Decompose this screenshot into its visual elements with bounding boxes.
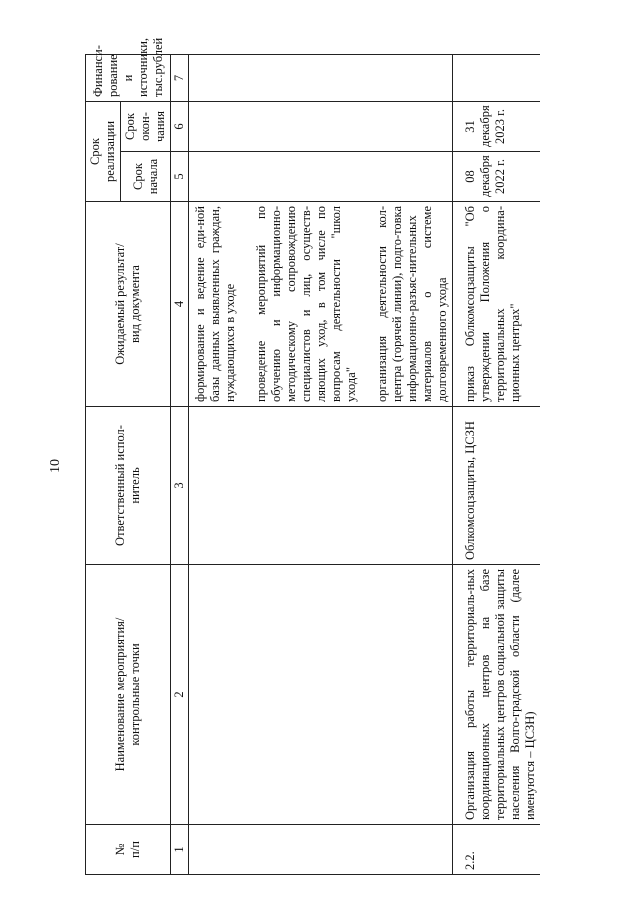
result-item: организация деятельности кол-центра (горячей линии), подго-товка информационно-разъяс-нительных материалов о системе долговременного ухода [375,206,449,402]
action-plan-table [85,37,540,875]
header-implementation-period: Срок реализации [86,101,121,201]
row-expected-result: приказ Облкомсоцзащиты "Об утверждении Положения о территориальных координа-ционных центрах" [453,202,541,407]
result-item: проведение мероприятий по обучению и информационно-методическому сопровождению специалистов и лиц, осуществ-ляющих уход, в том числе по вопросам деятельности "школ ухода" [254,206,358,402]
row-end-date: 31 декабря 2023 г. [453,101,541,151]
column-number: 2 [171,565,189,825]
page-number: 10 [48,459,63,473]
row-expected-results [189,202,453,407]
row-name-empty [189,565,453,825]
row-end-empty [189,101,453,151]
table-row [189,54,453,874]
header-end-date: Срок окон- чания [121,101,171,151]
row-number-empty [189,825,453,875]
table-row [453,54,541,874]
column-number: 5 [171,152,189,202]
header-funding: Финанси- рование и источники, тыс.рублей [86,54,171,101]
header-expected-result: Ожидаемый результат/ вид документа [86,202,171,407]
row-executor: Облкомсоцзащиты, ЦСЗН [453,407,541,565]
header-number: № п/п [86,825,171,875]
column-number: 7 [171,54,189,101]
header-start-date: Срок начала [121,152,171,202]
row-funding [453,54,541,101]
header-executor: Ответственный испол- нитель [86,407,171,565]
column-number: 1 [171,825,189,875]
rotated-plan-sheet [85,37,625,875]
row-executor-empty [189,407,453,565]
row-start-empty [189,152,453,202]
row-funding-empty [189,54,453,101]
result-item: формирование и ведение еди-ной базы данных выявленных граждан, нуждающихся в уходе [193,206,237,402]
header-activity-name: Наименование мероприятия/ контрольные точки [86,565,171,825]
column-number: 3 [171,407,189,565]
row-number: 2.2. [453,825,541,875]
row-activity-name: Организация работы территориаль-ных координационных центров на базе территориальных центров социальной защиты населения Волго-градской области (далее именуются – ЦСЗН) [453,565,541,825]
row-start-date: 08 декабря 2022 г. [453,152,541,202]
column-number: 6 [171,101,189,151]
column-number: 4 [171,202,189,407]
